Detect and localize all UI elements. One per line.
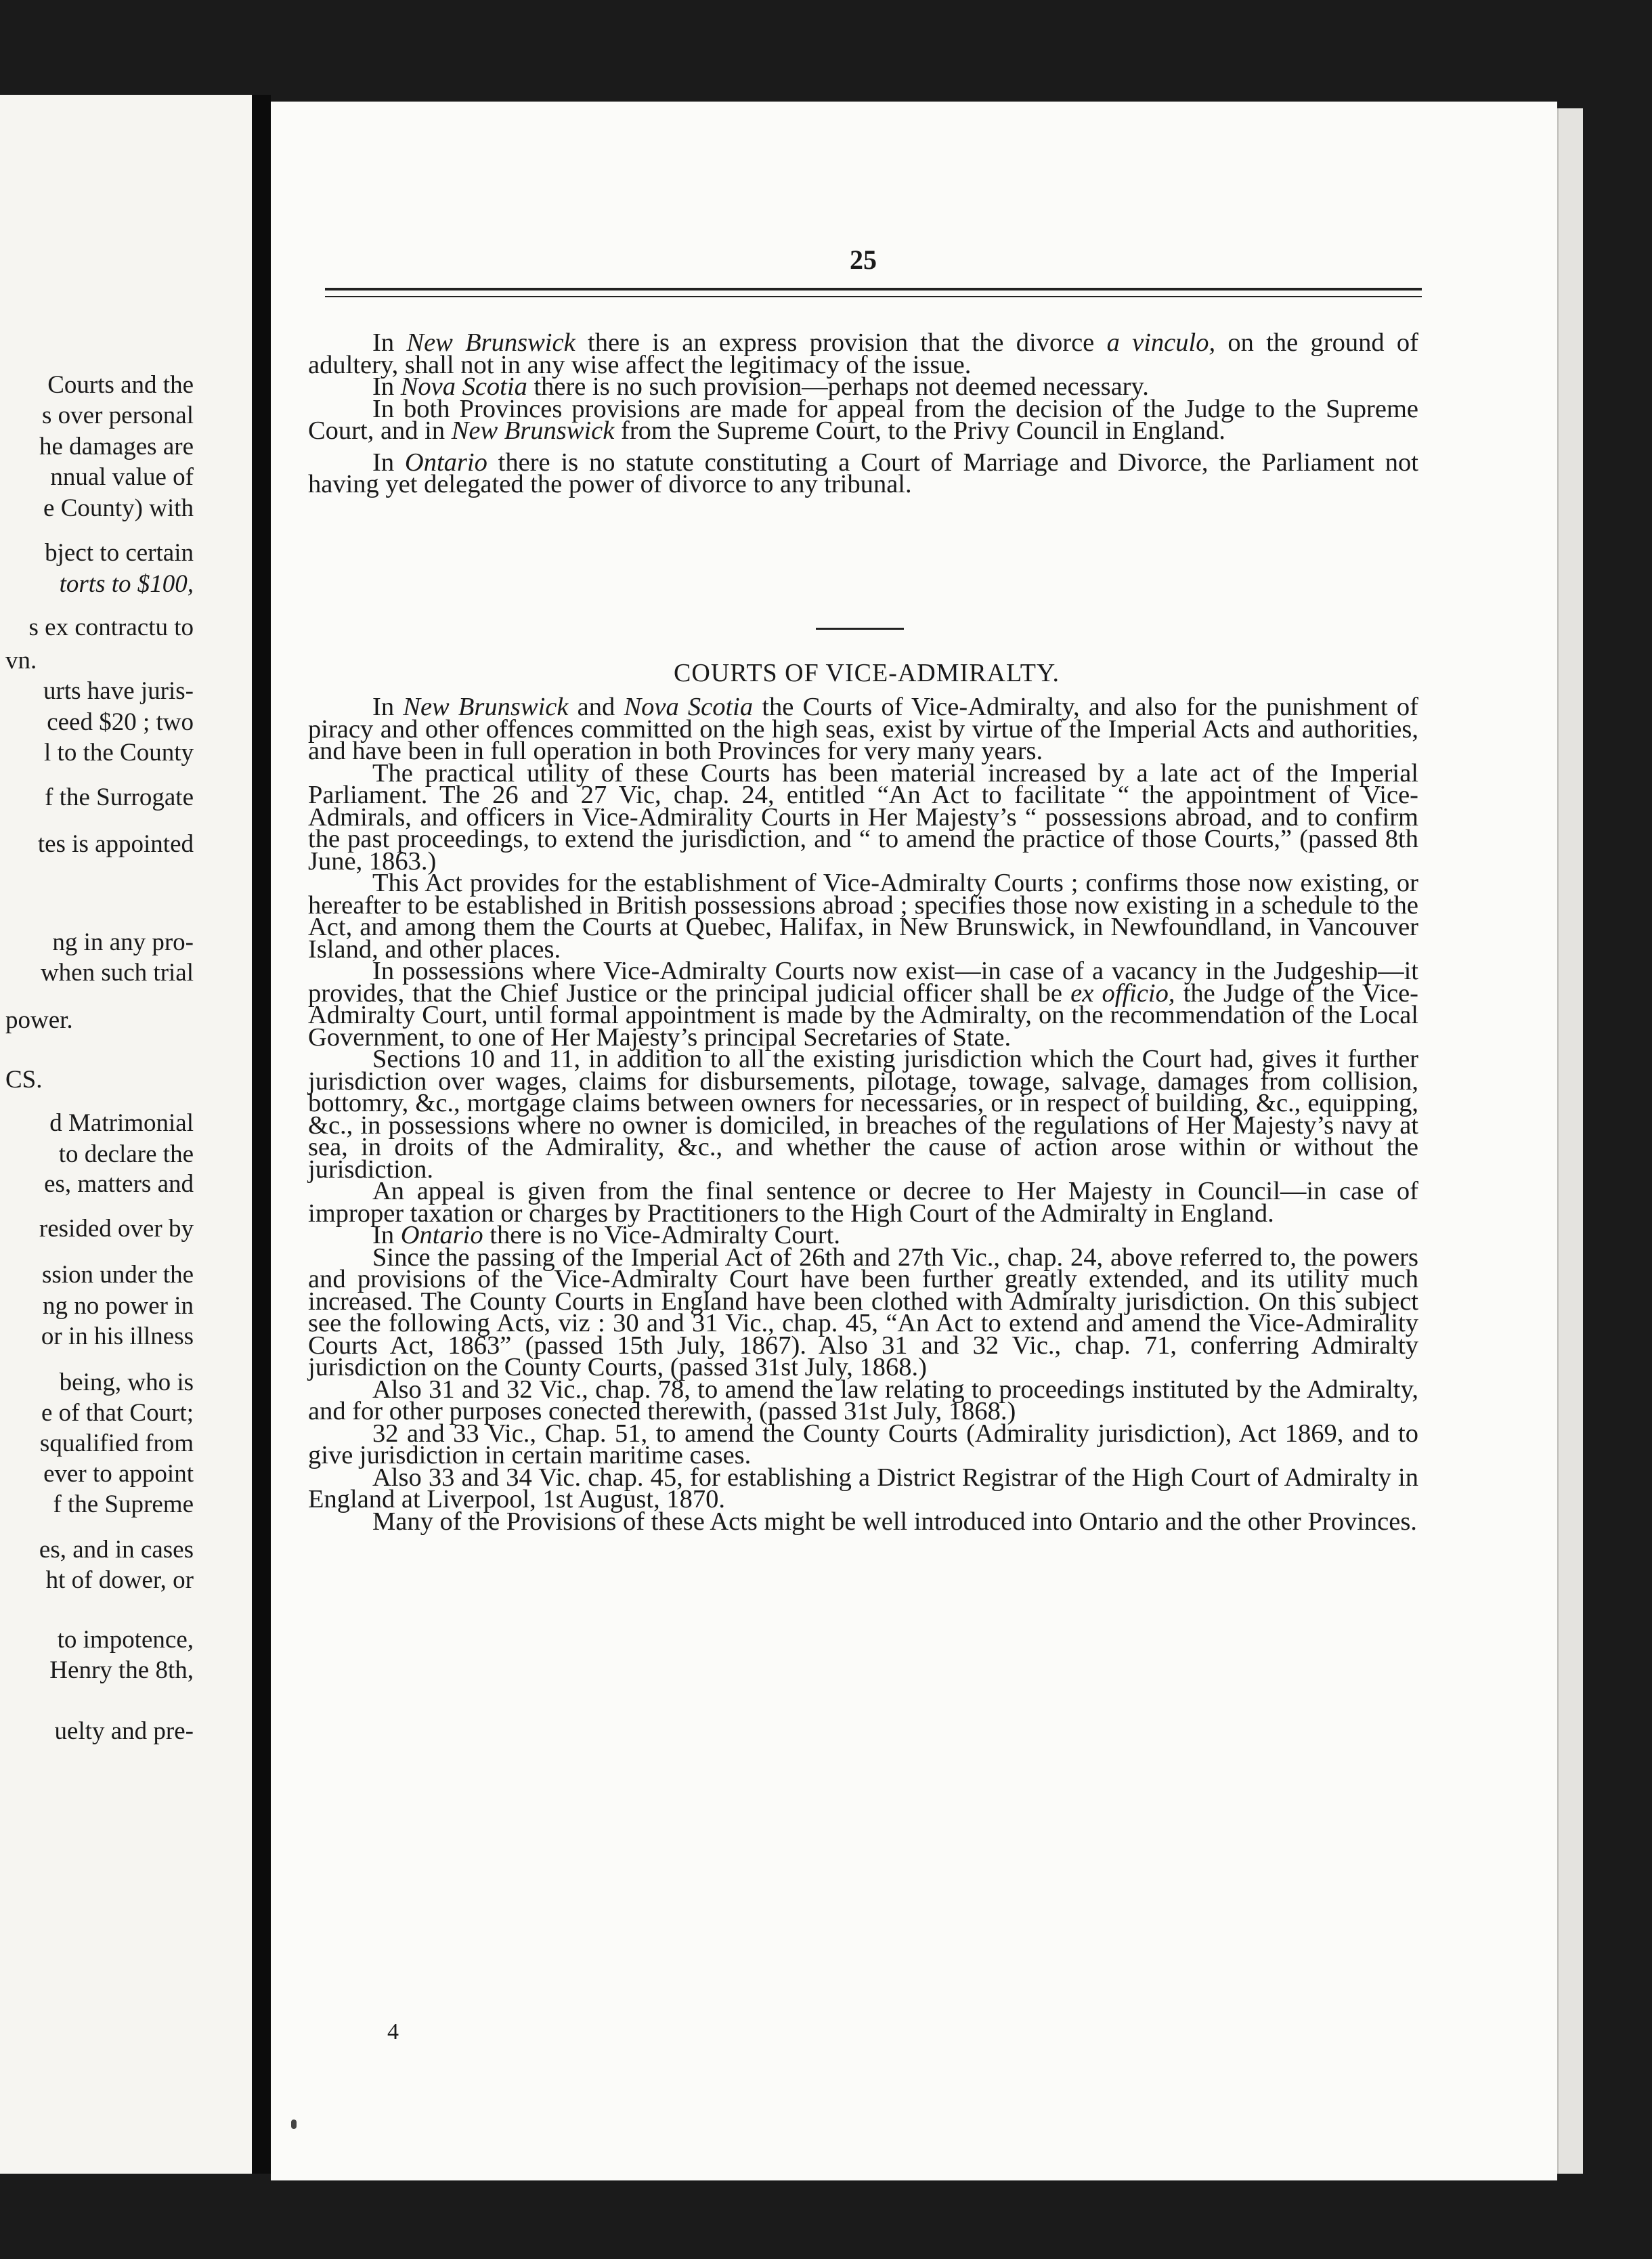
- left-page-text-line: ever to appoint: [43, 1460, 194, 1488]
- left-page-text-line: ng in any pro-: [52, 928, 194, 956]
- left-page-text-line: s over personal: [42, 402, 194, 429]
- paragraph: Sections 10 and 11, in addition to all the existing jurisdiction which the Court had, gives it further jurisdiction over wages, claims for disbursements, pilotage, towage, salvage, damages from collision, bottomry, &c., mortgage claims between owners for necessaries, or in respect of building, &c., equipping, &c., in possessions where no owner is domiciled, in breaches of the regulations of Her Majesty’s navy at sea, in droits of the Admirality, &c., and whether the cause of action arose within or without the jurisdiction.: [308, 1045, 1418, 1184]
- paragraph: In Ontario there is no Vice-Admiralty Court.: [372, 1221, 840, 1249]
- section-heading: COURTS OF VICE-ADMIRALTY.: [674, 659, 1060, 687]
- left-page-text-line: d Matrimonial: [49, 1109, 194, 1137]
- left-page-text-line: resided over by: [39, 1215, 194, 1243]
- paragraph: In possessions where Vice-Admiralty Courts now exist—in case of a vacancy in the Judgeship—it provides, that the Chief Justice or the principal judicial officer shall be ex officio, the Judge of the Vice-Admiralty Court, until formal appointment is made by the Admiralty, on the recommendation of the Local Government, to one of Her Majesty’s principal Secretaries of State.: [308, 957, 1418, 1052]
- paragraph: This Act provides for the establishment of Vice-Admiralty Courts ; confirms those now existing, or hereafter to be established in British possessions abroad ; specifies those now existing in a schedule to the Act, and among them the Courts at Quebec, Halifax, in New Brunswick, in Newfoundland, in Vancouver Island, and other places.: [308, 869, 1418, 964]
- paragraph: In both Provinces provisions are made for appeal from the decision of the Judge to the Supreme Court, and in New Brunswick from the Supreme Court, to the Privy Council in England.: [308, 394, 1418, 445]
- left-page-text-line: Courts and the: [47, 371, 194, 399]
- paragraph: The practical utility of these Courts has been material increased by a late act of the Imperial Parliament. The 26 and 27 Vic, chap. 24, entitled “An Act to facilitate “ the appointment of Vice-Admirals, and officers in Vice-Admirality Courts in Her Majesty’s “ possessions abroad, and to confirm the past proceedings, to extend the jurisdiction, and “ to amend the practice of those Courts,” (passed 8th June, 1863.): [308, 758, 1418, 876]
- left-page-text-line: squalified from: [39, 1429, 194, 1457]
- left-page-text-line: e of that Court;: [41, 1399, 194, 1427]
- place-name: New Brunswick: [403, 693, 569, 721]
- left-page-text-line: ng no power in: [43, 1292, 194, 1320]
- left-page-text-line: ht of dower, or: [45, 1566, 194, 1594]
- left-page-text-line: l to the County: [44, 739, 194, 767]
- place-name: New Brunswick: [451, 416, 615, 445]
- left-page-text-line: e County) with: [43, 494, 194, 522]
- paragraph: In Nova Scotia there is no such provision—perhaps not deemed necessary.: [372, 372, 1149, 401]
- signature-mark: 4: [387, 2019, 399, 2044]
- book-gutter: [252, 95, 271, 2174]
- page-number: 25: [850, 244, 877, 275]
- left-page-text-line: es, and in cases: [39, 1536, 194, 1564]
- left-page-text-line: CS.: [5, 1066, 43, 1094]
- left-page-text-line: he damages are: [39, 433, 194, 460]
- print-speck: [291, 2120, 297, 2129]
- paragraph: In New Brunswick and Nova Scotia the Courts of Vice-Admiralty, and also for the punishment of piracy and other offences committed on the high seas, exist by virtue of the Imperial Acts and authorities, and have been in full operation in both Provinces for very many years.: [308, 693, 1418, 765]
- left-facing-page: [0, 95, 252, 2174]
- paragraph: Also 31 and 32 Vic., chap. 78, to amend the law relating to proceedings instituted by the Admiralty, and for other purposes conected therewith, (passed 31st July, 1868.): [308, 1375, 1418, 1425]
- left-page-text-line: ssion under the: [41, 1261, 194, 1289]
- place-name: Ontario: [404, 448, 487, 477]
- left-page-text-line: vn.: [5, 647, 37, 674]
- left-page-text-line: bject to certain: [45, 539, 194, 567]
- page-edge: [1557, 108, 1583, 2174]
- left-page-text-line: uelty and pre-: [54, 1717, 194, 1745]
- left-page-text-line: f the Surrogate: [45, 783, 194, 811]
- paragraph: In New Brunswick there is an express provision that the divorce a vinculo, on the ground of adultery, shall not in any wise affect the legitimacy of the issue.: [308, 328, 1418, 379]
- place-name: Nova Scotia: [400, 372, 527, 401]
- vice-admiralty-paragraphs: [308, 693, 1418, 1536]
- header-rule: [325, 296, 1422, 297]
- left-page-text-line: tes is appointed: [37, 830, 194, 858]
- left-page-text-line: urts have juris-: [43, 677, 194, 705]
- place-name: New Brunswick: [406, 328, 575, 357]
- paragraph: In Ontario there is no statute constituting a Court of Marriage and Divorce, the Parliament not having yet delegated the power of divorce to any tribunal.: [308, 448, 1418, 498]
- section-divider: [816, 628, 904, 630]
- left-page-text-line: to impotence,: [57, 1626, 194, 1654]
- place-name: Ontario: [400, 1221, 483, 1249]
- paragraph: Also 33 and 34 Vic. chap. 45, for establishing a District Registrar of the High Court of Admiralty in England at Liverpool, 1st August, 1870.: [308, 1463, 1418, 1513]
- paragraph: 32 and 33 Vic., Chap. 51, to amend the County Courts (Admirality jurisdiction), Act 1869, and to give jurisdiction in certain maritime cases.: [308, 1419, 1418, 1469]
- left-page-text-line: nnual value of: [50, 463, 194, 491]
- place-name: Nova Scotia: [624, 693, 754, 721]
- left-page-text-line: f the Supreme: [53, 1490, 194, 1518]
- latin-term: ex officio,: [1070, 978, 1175, 1008]
- left-page-text-line: when such trial: [40, 959, 194, 987]
- left-page-text-line: torts to $100,: [59, 570, 194, 598]
- left-page-text-line: or in his illness: [41, 1322, 194, 1350]
- paragraph: An appeal is given from the final sentence or decree to Her Majesty in Council—in case of improper taxation or charges by Practitioners to the High Court of the Admiralty in England.: [308, 1177, 1418, 1228]
- left-page-text-line: Henry the 8th,: [49, 1656, 194, 1684]
- divorce-paragraphs: [308, 328, 1418, 498]
- paragraph: Many of the Provisions of these Acts might be well introduced into Ontario and the other Provinces.: [372, 1507, 1417, 1536]
- latin-term: a vinculo,: [1106, 328, 1216, 357]
- left-page-text-line: s ex contractu to: [28, 614, 194, 641]
- header-rule: [325, 288, 1422, 291]
- left-page-text-line: power.: [5, 1006, 73, 1034]
- left-page-text-line: ceed $20 ; two: [47, 708, 194, 736]
- left-page-text-line: being, who is: [59, 1369, 194, 1396]
- left-page-text-line: to declare the: [58, 1140, 194, 1168]
- paragraph: Since the passing of the Imperial Act of 26th and 27th Vic., chap. 24, above referred to, the powers and provisions of the Vice-Admiralty Court have been further greatly extended, and its utility much increased. The County Courts in England have been clothed with Admiralty jurisdiction. On this subject see the following Acts, viz : 30 and 31 Vic., chap. 45, “An Act to extend and amend the Vice-Admirality Courts Act, 1863” (passed 15th July, 1867). Also 31 and 32 Vic., chap. 71, conferring Admiralty jurisdiction on the County Courts, (passed 31st July, 1868.): [308, 1243, 1418, 1381]
- left-page-text-line: es, matters and: [44, 1170, 194, 1198]
